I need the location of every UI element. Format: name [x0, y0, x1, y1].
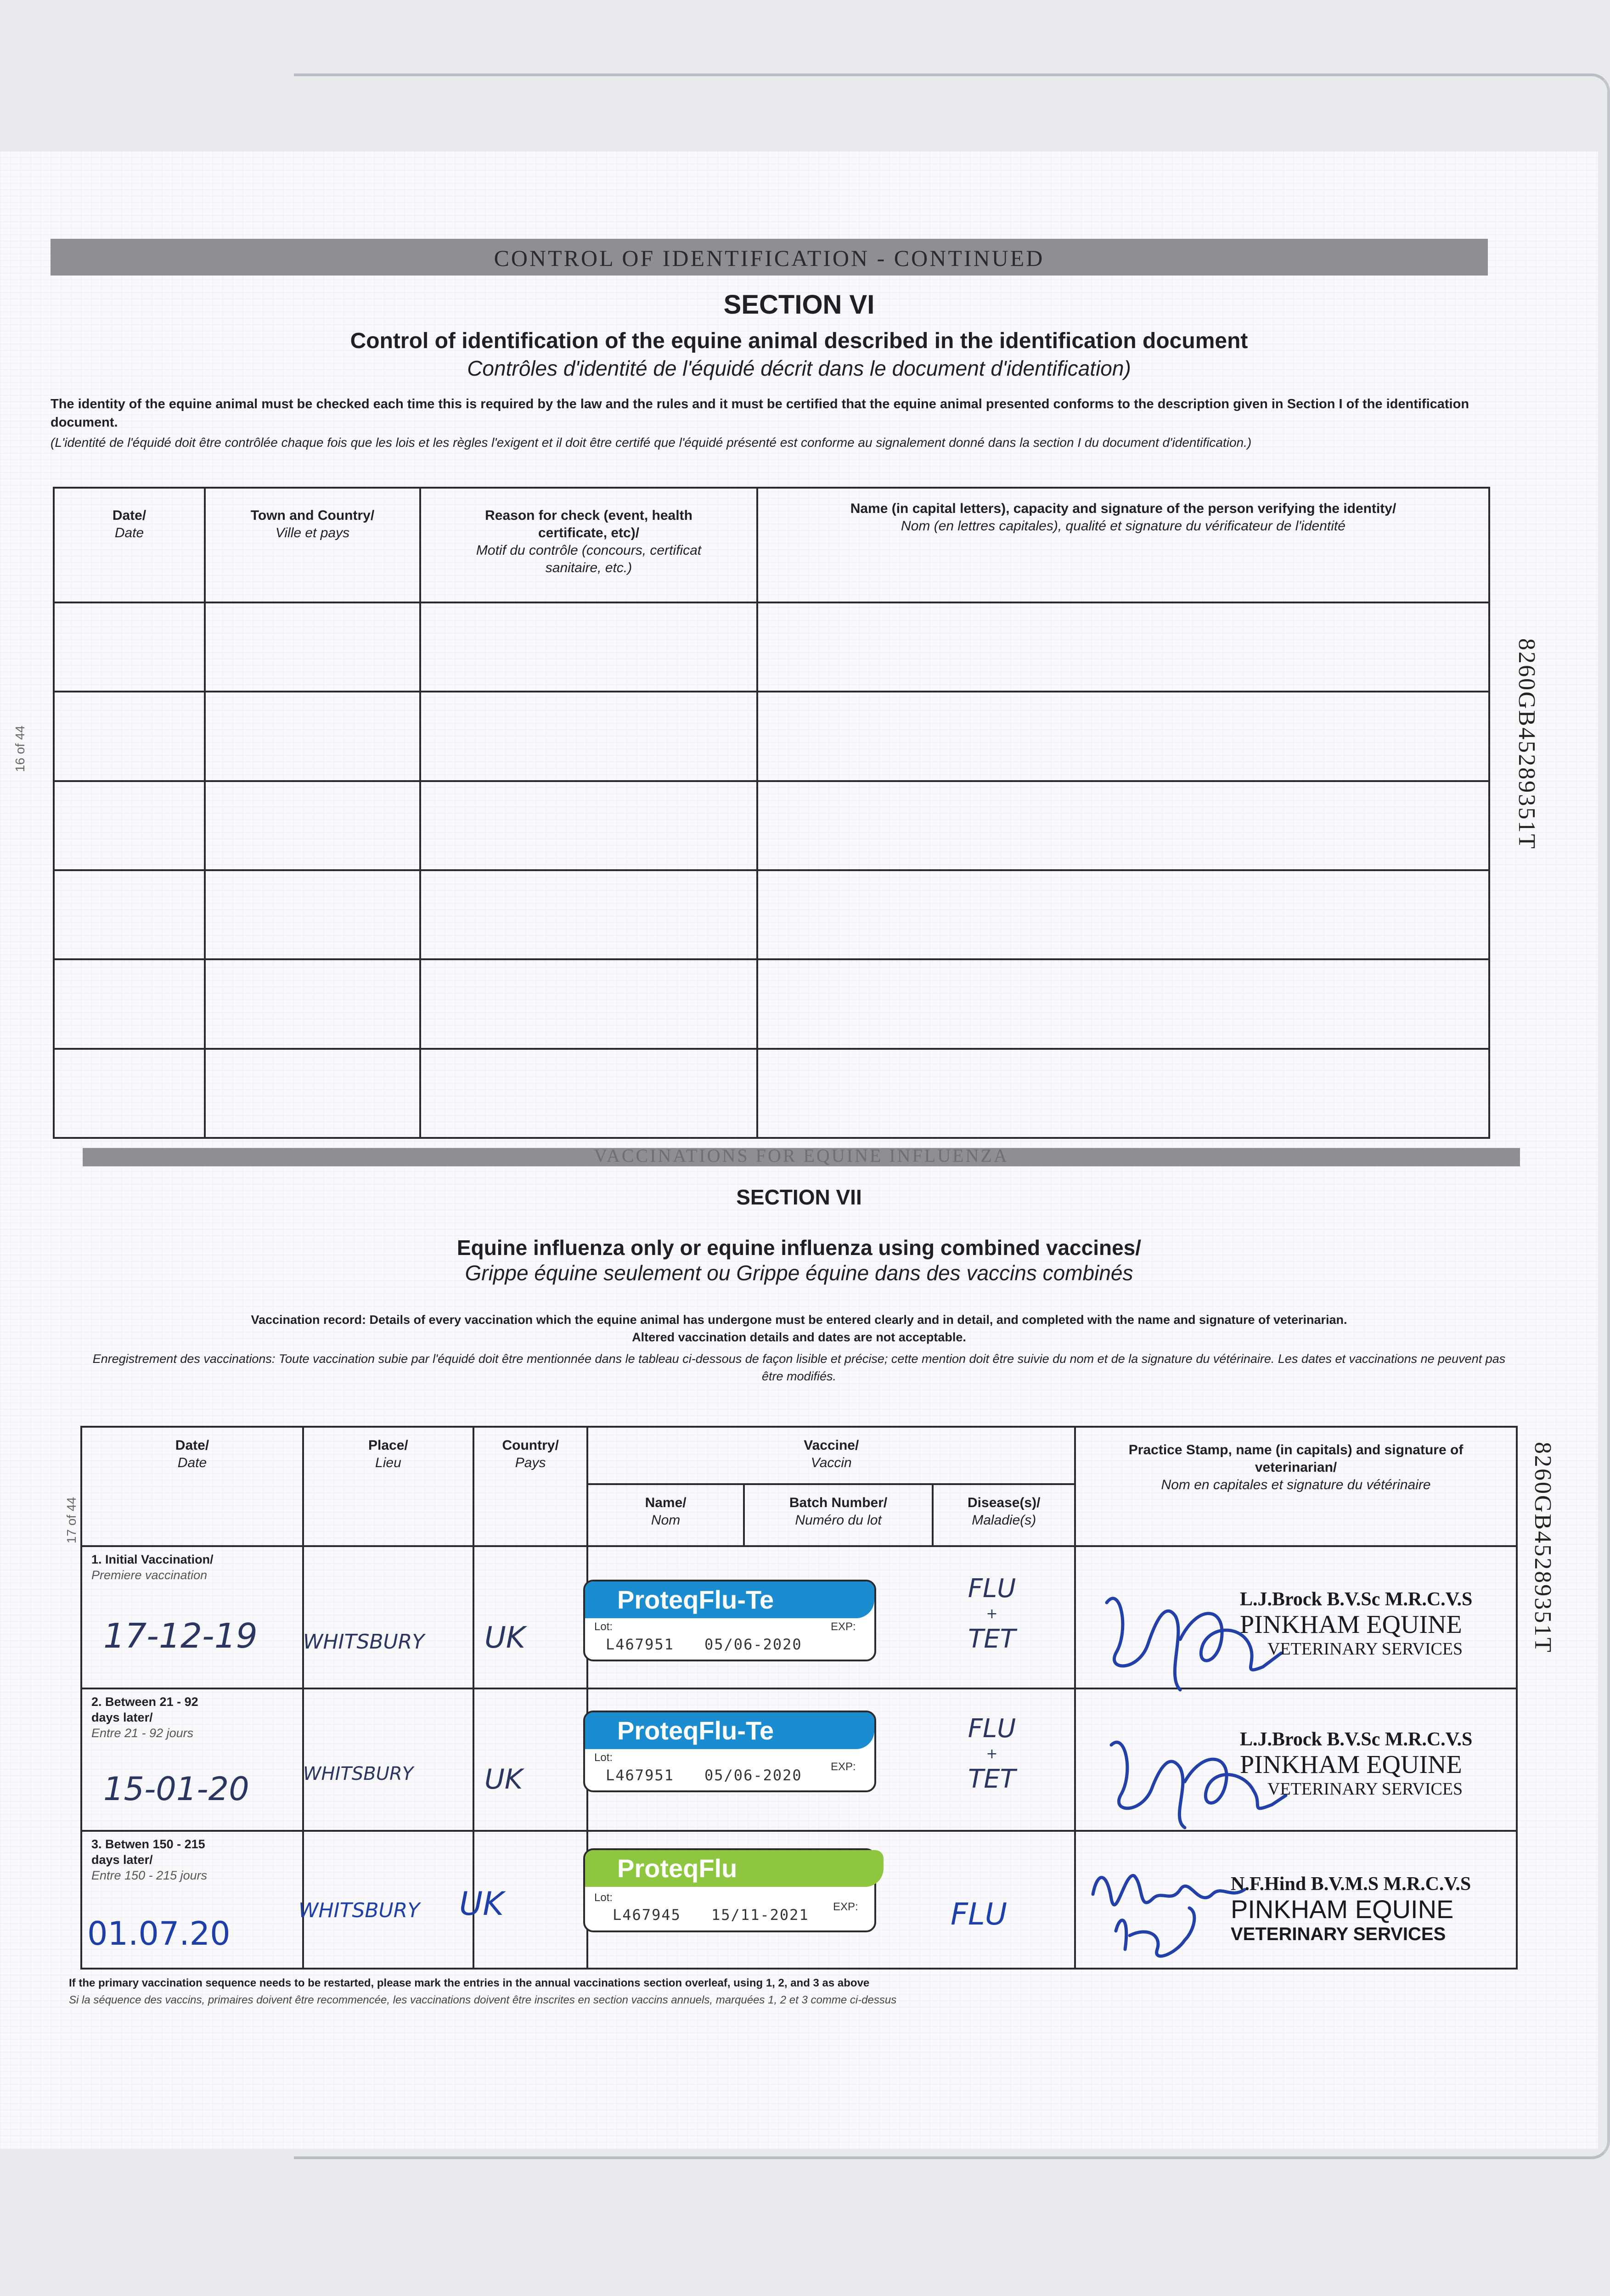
vaccine-label-header: ProteqFlu: [585, 1850, 884, 1887]
vaccine-label-header: ProteqFlu-Te: [585, 1712, 874, 1749]
input-cell[interactable]: [420, 1049, 757, 1138]
intro-text: The identity of the equine animal must be checked each time this is required by the law and the rules and it must be certified that the equine animal presented conforms to the description given in Section I of the identification document.: [51, 397, 1469, 430]
column-header-batch: Batch Number/ Numéro du lot: [744, 1484, 933, 1546]
handwritten-disease: FLU: [951, 1896, 1008, 1932]
column-header-vaccine: Vaccine/ Vaccin: [587, 1427, 1075, 1484]
input-cell[interactable]: [420, 781, 757, 870]
row-label-fr: Premiere vaccination: [91, 1568, 208, 1582]
section-title: SECTION VII: [736, 1185, 862, 1209]
section-title: SECTION VI: [723, 290, 875, 320]
vaccine-label: [583, 1580, 876, 1661]
practice-stamp: N.F.Hind B.V.M.S M.R.C.V.S PINKHAM EQUINE VETERINARY SERVICES: [1231, 1874, 1471, 1944]
input-cell[interactable]: [54, 781, 205, 870]
input-cell[interactable]: [54, 870, 205, 959]
page-number: 17 of 44: [64, 1497, 79, 1544]
place-cell[interactable]: [303, 1688, 473, 1831]
column-header-disease: Disease(s)/ Maladie(s): [933, 1484, 1075, 1546]
handwritten-date: 17-12-19: [103, 1616, 258, 1656]
batch-number: L467951: [606, 1636, 674, 1653]
place-cell[interactable]: [303, 1546, 473, 1688]
handwritten-country: UK: [459, 1885, 504, 1923]
faded-section-banner: VACCINATIONS FOR EQUINE INFLUENZA: [83, 1148, 1520, 1166]
column-header-date: Date/ Date: [54, 488, 205, 602]
handwritten-country: UK: [484, 1621, 525, 1655]
country-cell[interactable]: [473, 1688, 588, 1831]
page-number: 16 of 44: [13, 726, 27, 772]
row-label-fr: Entre 21 - 92 jours: [91, 1726, 194, 1740]
table-row: [54, 692, 1489, 781]
column-header-country: Country/ Pays: [473, 1427, 588, 1546]
handwritten-place: WHITSBURY: [303, 1763, 414, 1784]
input-cell[interactable]: [54, 602, 205, 692]
section-heading-fr: Contrôles d'identité de l'équidé décrit dans le document d'identification): [467, 356, 1131, 380]
input-cell[interactable]: [205, 870, 420, 959]
lot-label: Lot:: [594, 1621, 613, 1633]
input-cell[interactable]: [205, 692, 420, 781]
country-cell[interactable]: [473, 1546, 588, 1688]
input-cell[interactable]: [757, 870, 1489, 959]
input-cell[interactable]: [205, 781, 420, 870]
row-label: 3. Betwen 150 - 215 days later/: [91, 1837, 205, 1867]
handwritten-place: WHITSBURY: [298, 1899, 420, 1922]
column-header-vaccine-name: Name/ Nom: [587, 1484, 743, 1546]
practice-stamp: L.J.Brock B.V.Sc M.R.C.V.S PINKHAM EQUINE VETERINARY SERVICES: [1240, 1729, 1473, 1799]
input-cell[interactable]: [420, 692, 757, 781]
table-row: [54, 870, 1489, 959]
input-cell[interactable]: [54, 692, 205, 781]
table-row: [54, 602, 1489, 692]
footnote-fr: Si la séquence des vaccins, primaires doivent être recommencée, les vaccinations doivent être inscrites en section vaccins annuels, marquées 1, 2 et 3 comme ci-dessus: [69, 1994, 897, 2006]
handwritten-date: 01.07.20: [87, 1915, 231, 1953]
handwritten-date: 15-01-20: [103, 1770, 249, 1808]
input-cell[interactable]: [757, 692, 1489, 781]
input-cell[interactable]: [205, 602, 420, 692]
input-cell[interactable]: [757, 959, 1489, 1048]
exp-label: EXP:: [833, 1901, 858, 1913]
column-header-place: Place/ Lieu: [303, 1427, 473, 1546]
table-row: [54, 781, 1489, 870]
input-cell[interactable]: [420, 870, 757, 959]
exp-label: EXP:: [831, 1761, 856, 1773]
input-cell[interactable]: [205, 959, 420, 1048]
input-cell[interactable]: [420, 959, 757, 1048]
handwritten-place: WHITSBURY: [303, 1630, 425, 1654]
row-label: 2. Between 21 - 92 days later/: [91, 1695, 198, 1724]
input-cell[interactable]: [757, 602, 1489, 692]
input-cell[interactable]: [757, 781, 1489, 870]
input-cell[interactable]: [54, 959, 205, 1048]
batch-number: L467951: [606, 1767, 674, 1784]
input-cell[interactable]: [205, 1049, 420, 1138]
row-label-fr: Entre 150 - 215 jours: [91, 1868, 208, 1882]
identity-check-table: [53, 487, 1490, 1139]
row-label-cell: [81, 1688, 303, 1831]
page-section-vi: [0, 152, 1598, 1148]
section-heading: Equine influenza only or equine influenza using combined vaccines/: [456, 1236, 1142, 1260]
vaccine-label: [583, 1848, 876, 1932]
intro-text: Vaccination record: Details of every vaccination which the equine animal has undergone must be entered clearly and in detail, and completed with the name and signature of veterinarian. Altered vaccination details and dates are not acceptable.: [251, 1313, 1347, 1344]
handwritten-country: UK: [484, 1763, 523, 1795]
section-heading-fr: Grippe équine seulement ou Grippe équine dans des vaccins combinés: [465, 1261, 1133, 1285]
handwritten-disease: FLU + TET: [968, 1714, 1016, 1794]
expiry-date: 05/06-2020: [704, 1636, 802, 1653]
footnote: If the primary vaccination sequence needs to be restarted, please mark the entries in the annual vaccinations section overleaf, using 1, 2, and 3 as above: [69, 1977, 870, 1989]
section-banner: CONTROL OF IDENTIFICATION - CONTINUED: [51, 239, 1488, 276]
expiry-date: 15/11-2021: [711, 1906, 809, 1924]
lot-label: Lot:: [594, 1891, 613, 1904]
intro-text-fr: Enregistrement des vaccinations: Toute vaccination subie par l'équidé doit être mentionnée dans le tableau ci-dessous de façon lisible et précise; cette mention doit être suivie du nom et de la signature du vétérinaire. Les dates et vaccinations ne peuvent pas être modifiés.: [92, 1352, 1506, 1383]
lot-label: Lot:: [594, 1751, 613, 1764]
page-section-vii: [0, 1148, 1598, 2149]
intro-text-fr: (L'identité de l'équidé doit être contrôlée chaque fois que les lois et les règles l'exigent et il doit être certifé que l'équidé présenté est conforme au signalement donné dans la section I du document d'identification.): [51, 435, 1252, 450]
column-header-town: Town and Country/ Ville et pays: [205, 488, 420, 602]
column-header-stamp: Practice Stamp, name (in capitals) and signature of veterinarian/ Nom en capitales et signature du vétérinaire: [1075, 1427, 1517, 1546]
practice-stamp: L.J.Brock B.V.Sc M.R.C.V.S PINKHAM EQUINE VETERINARY SERVICES: [1240, 1589, 1473, 1659]
column-header-reason: Reason for check (event, health certificate, etc)/ Motif du contrôle (concours, certificat sanitaire, etc.): [420, 488, 757, 602]
vaccine-label: [583, 1711, 876, 1792]
side-code: 8260GB45289351T: [1514, 638, 1540, 850]
table-row: [54, 959, 1489, 1048]
batch-number: L467945: [613, 1906, 681, 1924]
input-cell[interactable]: [757, 1049, 1489, 1138]
expiry-date: 05/06-2020: [704, 1767, 802, 1784]
section-heading: Control of identification of the equine animal described in the identification document: [350, 329, 1248, 353]
input-cell[interactable]: [54, 1049, 205, 1138]
row-label: 1. Initial Vaccination/: [91, 1553, 214, 1566]
table-row: [54, 1049, 1489, 1138]
column-header-date: Date/ Date: [81, 1427, 303, 1546]
side-code: 8260GB45289351T: [1530, 1442, 1556, 1654]
column-header-verifier: Name (in capital letters), capacity and signature of the person verifying the identity/ Nom (en lettres capitales), qualité et signature du vérificateur de l'identité: [757, 488, 1489, 602]
vaccine-label-header: ProteqFlu-Te: [585, 1581, 874, 1618]
exp-label: EXP:: [831, 1621, 856, 1633]
handwritten-disease: FLU + TET: [968, 1574, 1016, 1654]
input-cell[interactable]: [420, 602, 757, 692]
